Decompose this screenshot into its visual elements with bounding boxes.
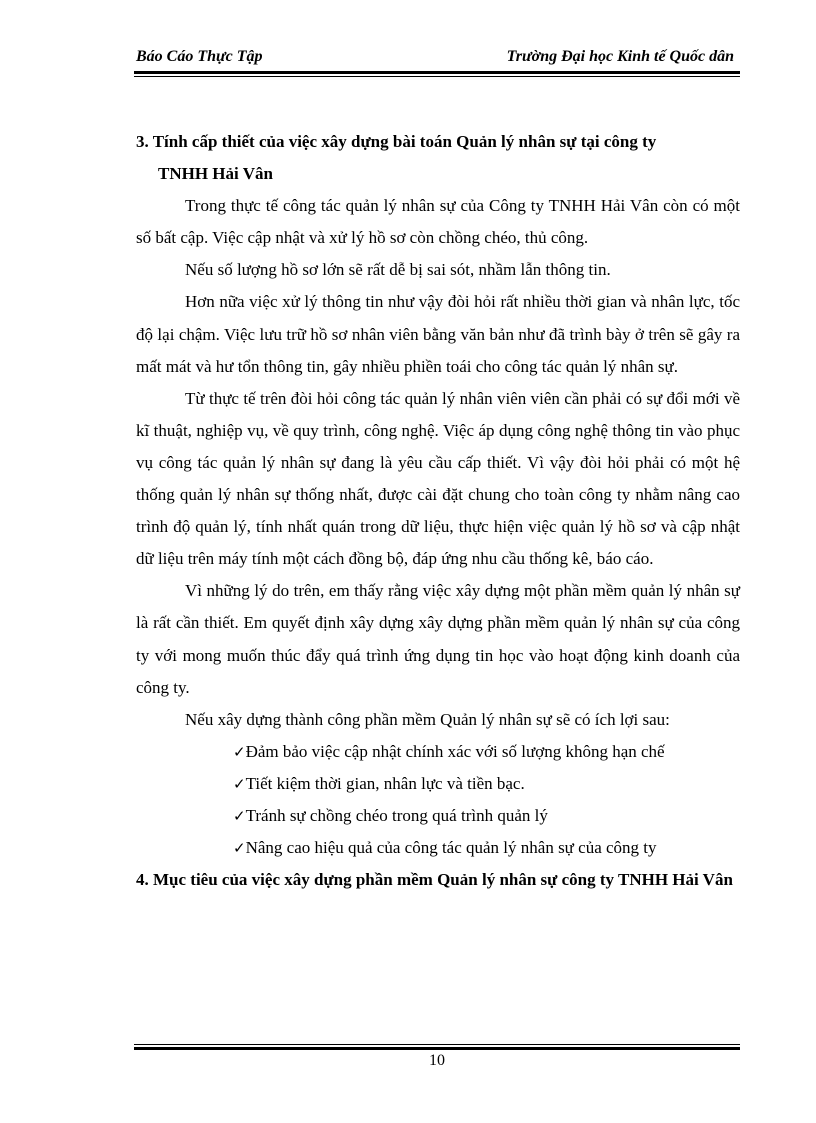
header-university-name: Trường Đại học Kinh tế Quốc dân [506,48,734,65]
benefits-list [136,736,740,864]
footer-rule-thick [134,1047,740,1050]
section-3-title-line-2: TNHH Hải Vân [158,164,273,184]
document-body [136,126,740,896]
benefit-text: Tránh sự chồng chéo trong quá trình quản lý [245,805,548,825]
check-icon: ✓ [233,742,246,761]
header-report-title: Báo Cáo Thực Tập [136,48,263,65]
paragraph-2: Nếu số lượng hồ sơ lớn sẽ rất dễ bị sai sót, nhầm lẫn thông tin. [185,260,611,280]
paragraph-1: Trong thực tế công tác quản lý nhân sự của Công ty TNHH Hải Vân còn có một số bất cập. Việc cập nhật và xử lý hồ sơ còn chồng chéo, thủ công. [136,196,740,248]
section-4-heading: 4. Mục tiêu của việc xây dựng phần mềm Quản lý nhân sự công ty TNHH Hải Vân [136,870,733,890]
list-item [136,768,740,800]
header-rule [134,71,740,74]
paragraph-5: Vì những lý do trên, em thấy rằng việc xây dựng một phần mềm quản lý nhân sự là rất cần thiết. Em quyết định xây dựng xây dựng phần mềm quản lý nhân sự của công ty với mong muốn thúc đẩy quá trình ứng dụng tin học vào hoạt động kinh doanh của công ty. [136,581,740,697]
page-header [134,46,740,68]
benefit-text: Tiết kiệm thời gian, nhân lực và tiền bạc. [245,773,525,793]
check-icon: ✓ [233,774,246,793]
section-3-title-line-1: 3. Tính cấp thiết của việc xây dựng bài toán Quản lý nhân sự tại công ty [136,132,657,151]
page-number: 10 [429,1052,445,1069]
check-icon: ✓ [233,839,246,858]
benefit-text: Đảm bảo việc cập nhật chính xác với số lượng không hạn chế [245,741,665,761]
check-icon: ✓ [233,806,246,825]
header-rule-thin [134,76,740,77]
page-footer [134,1044,740,1070]
benefit-text: Nâng cao hiệu quả của công tác quản lý nhân sự của công ty [245,838,657,858]
footer-rule [134,1044,740,1045]
paragraph-3: Hơn nữa việc xử lý thông tin như vậy đòi hỏi rất nhiều thời gian và nhân lực, tốc độ lại chậm. Việc lưu trữ hồ sơ nhân viên bằng văn bản như đã trình bày ở trên sẽ gây ra mất mát và hư tổn thông tin, gây nhiều phiền toái cho công tác quản lý nhân sự. [136,292,740,376]
list-item [136,736,740,768]
section-3-heading [136,126,740,190]
list-item [136,800,740,832]
list-item [136,832,740,864]
paragraph-4: Từ thực tế trên đòi hỏi công tác quản lý nhân viên viên cần phải có sự đổi mới về kĩ thuật, nghiệp vụ, về quy trình, công nghệ. Việc áp dụng công nghệ thông tin vào phục vụ công tác quản lý nhân sự đang là yêu cầu cấp thiết. Vì vậy đòi hỏi phải có một hệ thống quản lý nhân sự thống nhất, được cài đặt chung cho toàn công ty nhằm nâng cao trình độ quản lý, tính nhất quán trong dữ liệu, thực hiện việc quản lý hồ sơ và cập nhật dữ liệu trên máy tính một cách đồng bộ, đáp ứng nhu cầu thống kê, báo cáo. [136,388,740,569]
paragraph-6: Nếu xây dựng thành công phần mềm Quản lý nhân sự sẽ có ích lợi sau: [185,709,670,729]
